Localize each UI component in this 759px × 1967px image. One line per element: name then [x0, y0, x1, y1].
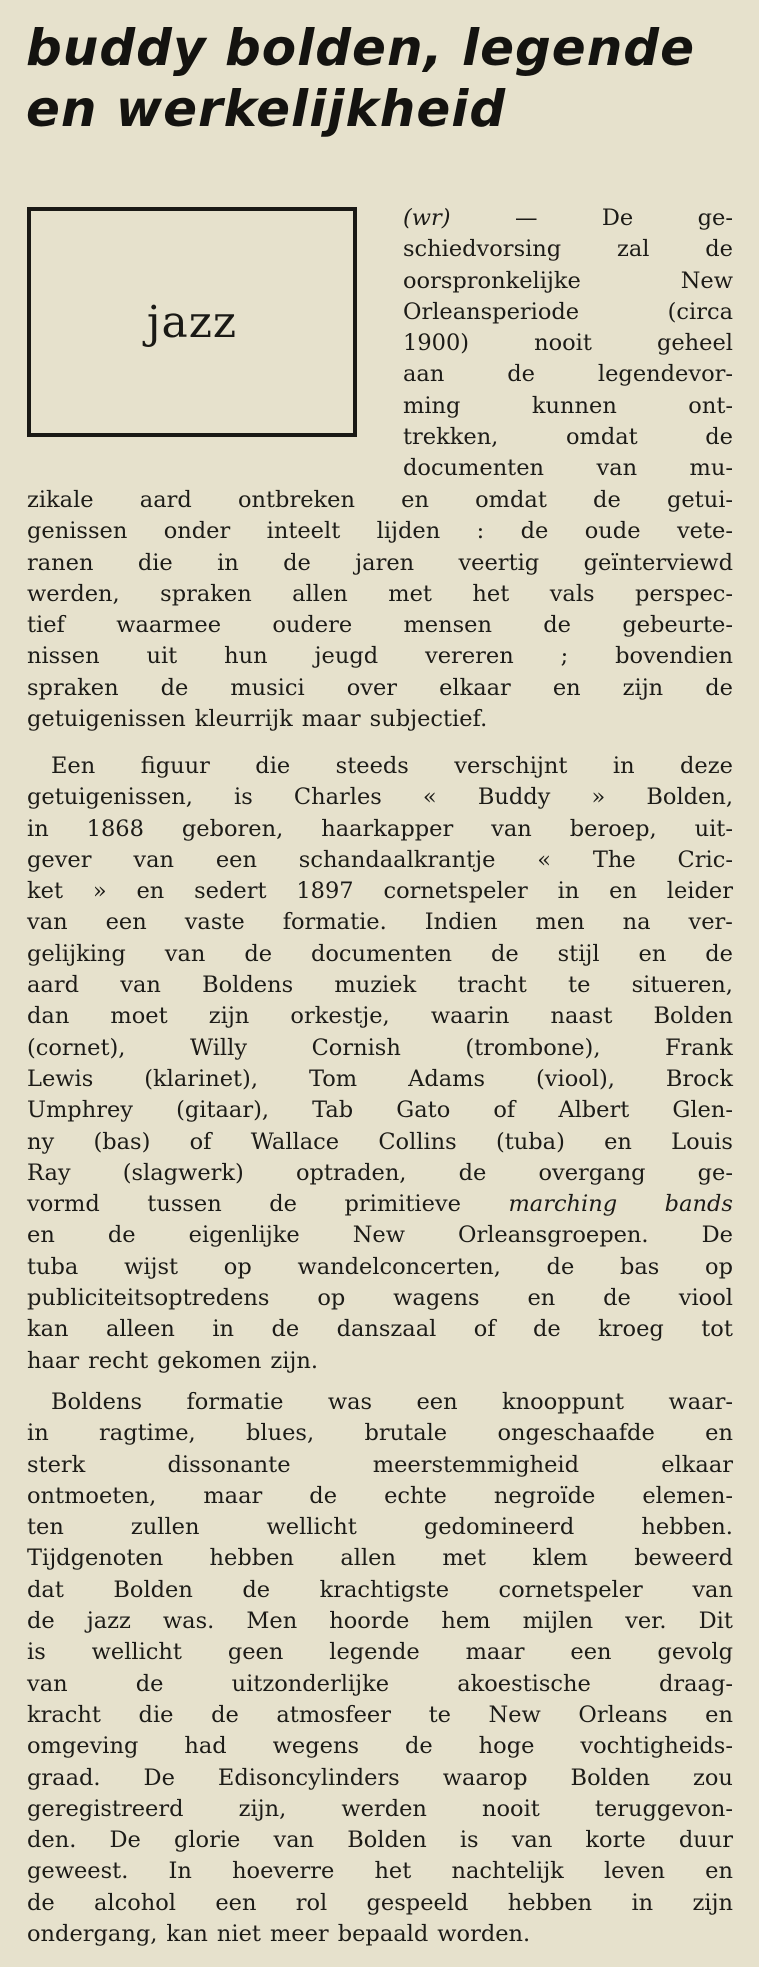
text-line: Umphrey (gitaar), Tab Gato of Albert Glen- [27, 1097, 733, 1124]
article-headline [26, 18, 746, 140]
paragraph-1 [27, 485, 733, 735]
text-line: de jazz was. Men hoorde hem mijlen ver. Dit [27, 1608, 733, 1635]
text-line: kracht die de atmosfeer te New Orleans en [27, 1701, 733, 1728]
paragraph-3 [27, 1387, 733, 1950]
text-line: is wellicht geen legende maar een gevolg [27, 1639, 733, 1666]
intro-column [403, 203, 733, 485]
text-line: dat Bolden de krachtigste cornetspeler van [27, 1576, 733, 1603]
text-line: genissen onder inteelt lijden : de oude vete- [27, 518, 733, 545]
text-line: documenten van mu- [403, 455, 733, 482]
text-line: in ragtime, blues, brutale ongeschaafde en [27, 1420, 733, 1447]
text-line: ming kunnen ont- [403, 392, 733, 419]
text-line: trekken, omdat de [403, 424, 733, 451]
text-line: en de eigenlijke New Orleansgroepen. De [27, 1222, 733, 1249]
text-line: aard van Boldens muziek tracht te situeren, [27, 972, 733, 999]
text-line: (wr) — De ge- [403, 205, 733, 231]
text-line: kan alleen in de danszaal of de kroeg tot [27, 1316, 733, 1343]
text-line: oorspronkelijke New [403, 267, 733, 294]
text-line: sterk dissonante meerstemmigheid elkaar [27, 1451, 733, 1478]
text-line: Ray (slagwerk) optraden, de overgang ge- [27, 1159, 733, 1186]
rubric-box [27, 207, 357, 437]
text-line: ondergang, kan niet meer bepaald worden. [27, 1921, 531, 1948]
text-line: geweest. In hoeverre het nachtelijk leven en [27, 1858, 733, 1885]
text-line: geregistreerd zijn, werden nooit teruggevon- [27, 1795, 733, 1822]
text-line: de alcohol een rol gespeeld hebben in zijn [27, 1889, 733, 1916]
text-line: nissen uit hun jeugd vereren ; bovendien [27, 643, 733, 670]
text-line: omgeving had wegens de hoge vochtigheids- [27, 1733, 733, 1760]
text-line: gelijking van de documenten de stijl en de [27, 940, 733, 967]
text-line: gever van een schandaalkrantje « The Cric- [27, 846, 733, 873]
text-line: Lewis (klarinet), Tom Adams (viool), Brock [27, 1065, 733, 1092]
text-line: van een vaste formatie. Indien men na ver- [27, 909, 733, 936]
headline-line-2: en werkelijkheid [26, 80, 507, 138]
text-line: Boldens formatie was een knooppunt waar- [51, 1389, 733, 1415]
text-line: ontmoeten, maar de echte negroïde elemen- [27, 1482, 733, 1509]
text-line: vormd tussen de primitieve marching bands [27, 1191, 733, 1218]
text-line: van de uitzonderlijke akoestische draag- [27, 1670, 733, 1697]
rubric-label: jazz [146, 296, 238, 348]
text-line: ket » en sedert 1897 cornetspeler in en leider [27, 878, 733, 905]
text-line: haar recht gekomen zijn. [27, 1347, 319, 1374]
text-line: zikale aard ontbreken en omdat de getui- [27, 487, 733, 513]
text-line: Orleansperiode (circa [403, 298, 733, 325]
text-line: tuba wijst op wandelconcerten, de bas op [27, 1253, 733, 1280]
text-line: tief waarmee oudere mensen de gebeurte- [27, 612, 733, 639]
text-line: ranen die in de jaren veertig geïnterviewd [27, 549, 733, 576]
text-line: 1900) nooit geheel [403, 330, 733, 357]
text-line: getuigenissen kleurrijk maar subjectief. [27, 706, 488, 733]
text-line: spraken de musici over elkaar en zijn de [27, 674, 733, 701]
text-line: Tijdgenoten hebben allen met klem beweerd [27, 1545, 733, 1572]
text-line: den. De glorie van Bolden is van korte duur [27, 1827, 733, 1854]
text-line: dan moet zijn orkestje, waarin naast Bolden [27, 1003, 733, 1030]
headline-line-1: buddy bolden, legende [26, 19, 695, 77]
text-line: werden, spraken allen met het vals perspec- [27, 580, 733, 607]
text-line: getuigenissen, is Charles « Buddy » Bolden, [27, 784, 733, 811]
text-line: ny (bas) of Wallace Collins (tuba) en Louis [27, 1128, 733, 1155]
text-line: aan de legendevor- [403, 361, 733, 388]
text-line: Een figuur die steeds verschijnt in deze [51, 753, 733, 779]
text-line: ten zullen wellicht gedomineerd hebben. [27, 1514, 733, 1541]
text-line: (cornet), Willy Cornish (trombone), Frank [27, 1034, 733, 1061]
text-line: schiedvorsing zal de [403, 236, 733, 263]
text-line: graad. De Edisoncylinders waarop Bolden zou [27, 1764, 733, 1791]
text-line: publiciteitsoptredens op wagens en de viool [27, 1285, 733, 1312]
paragraph-2 [27, 751, 733, 1377]
text-line: in 1868 geboren, haarkapper van beroep, uit- [27, 815, 733, 842]
